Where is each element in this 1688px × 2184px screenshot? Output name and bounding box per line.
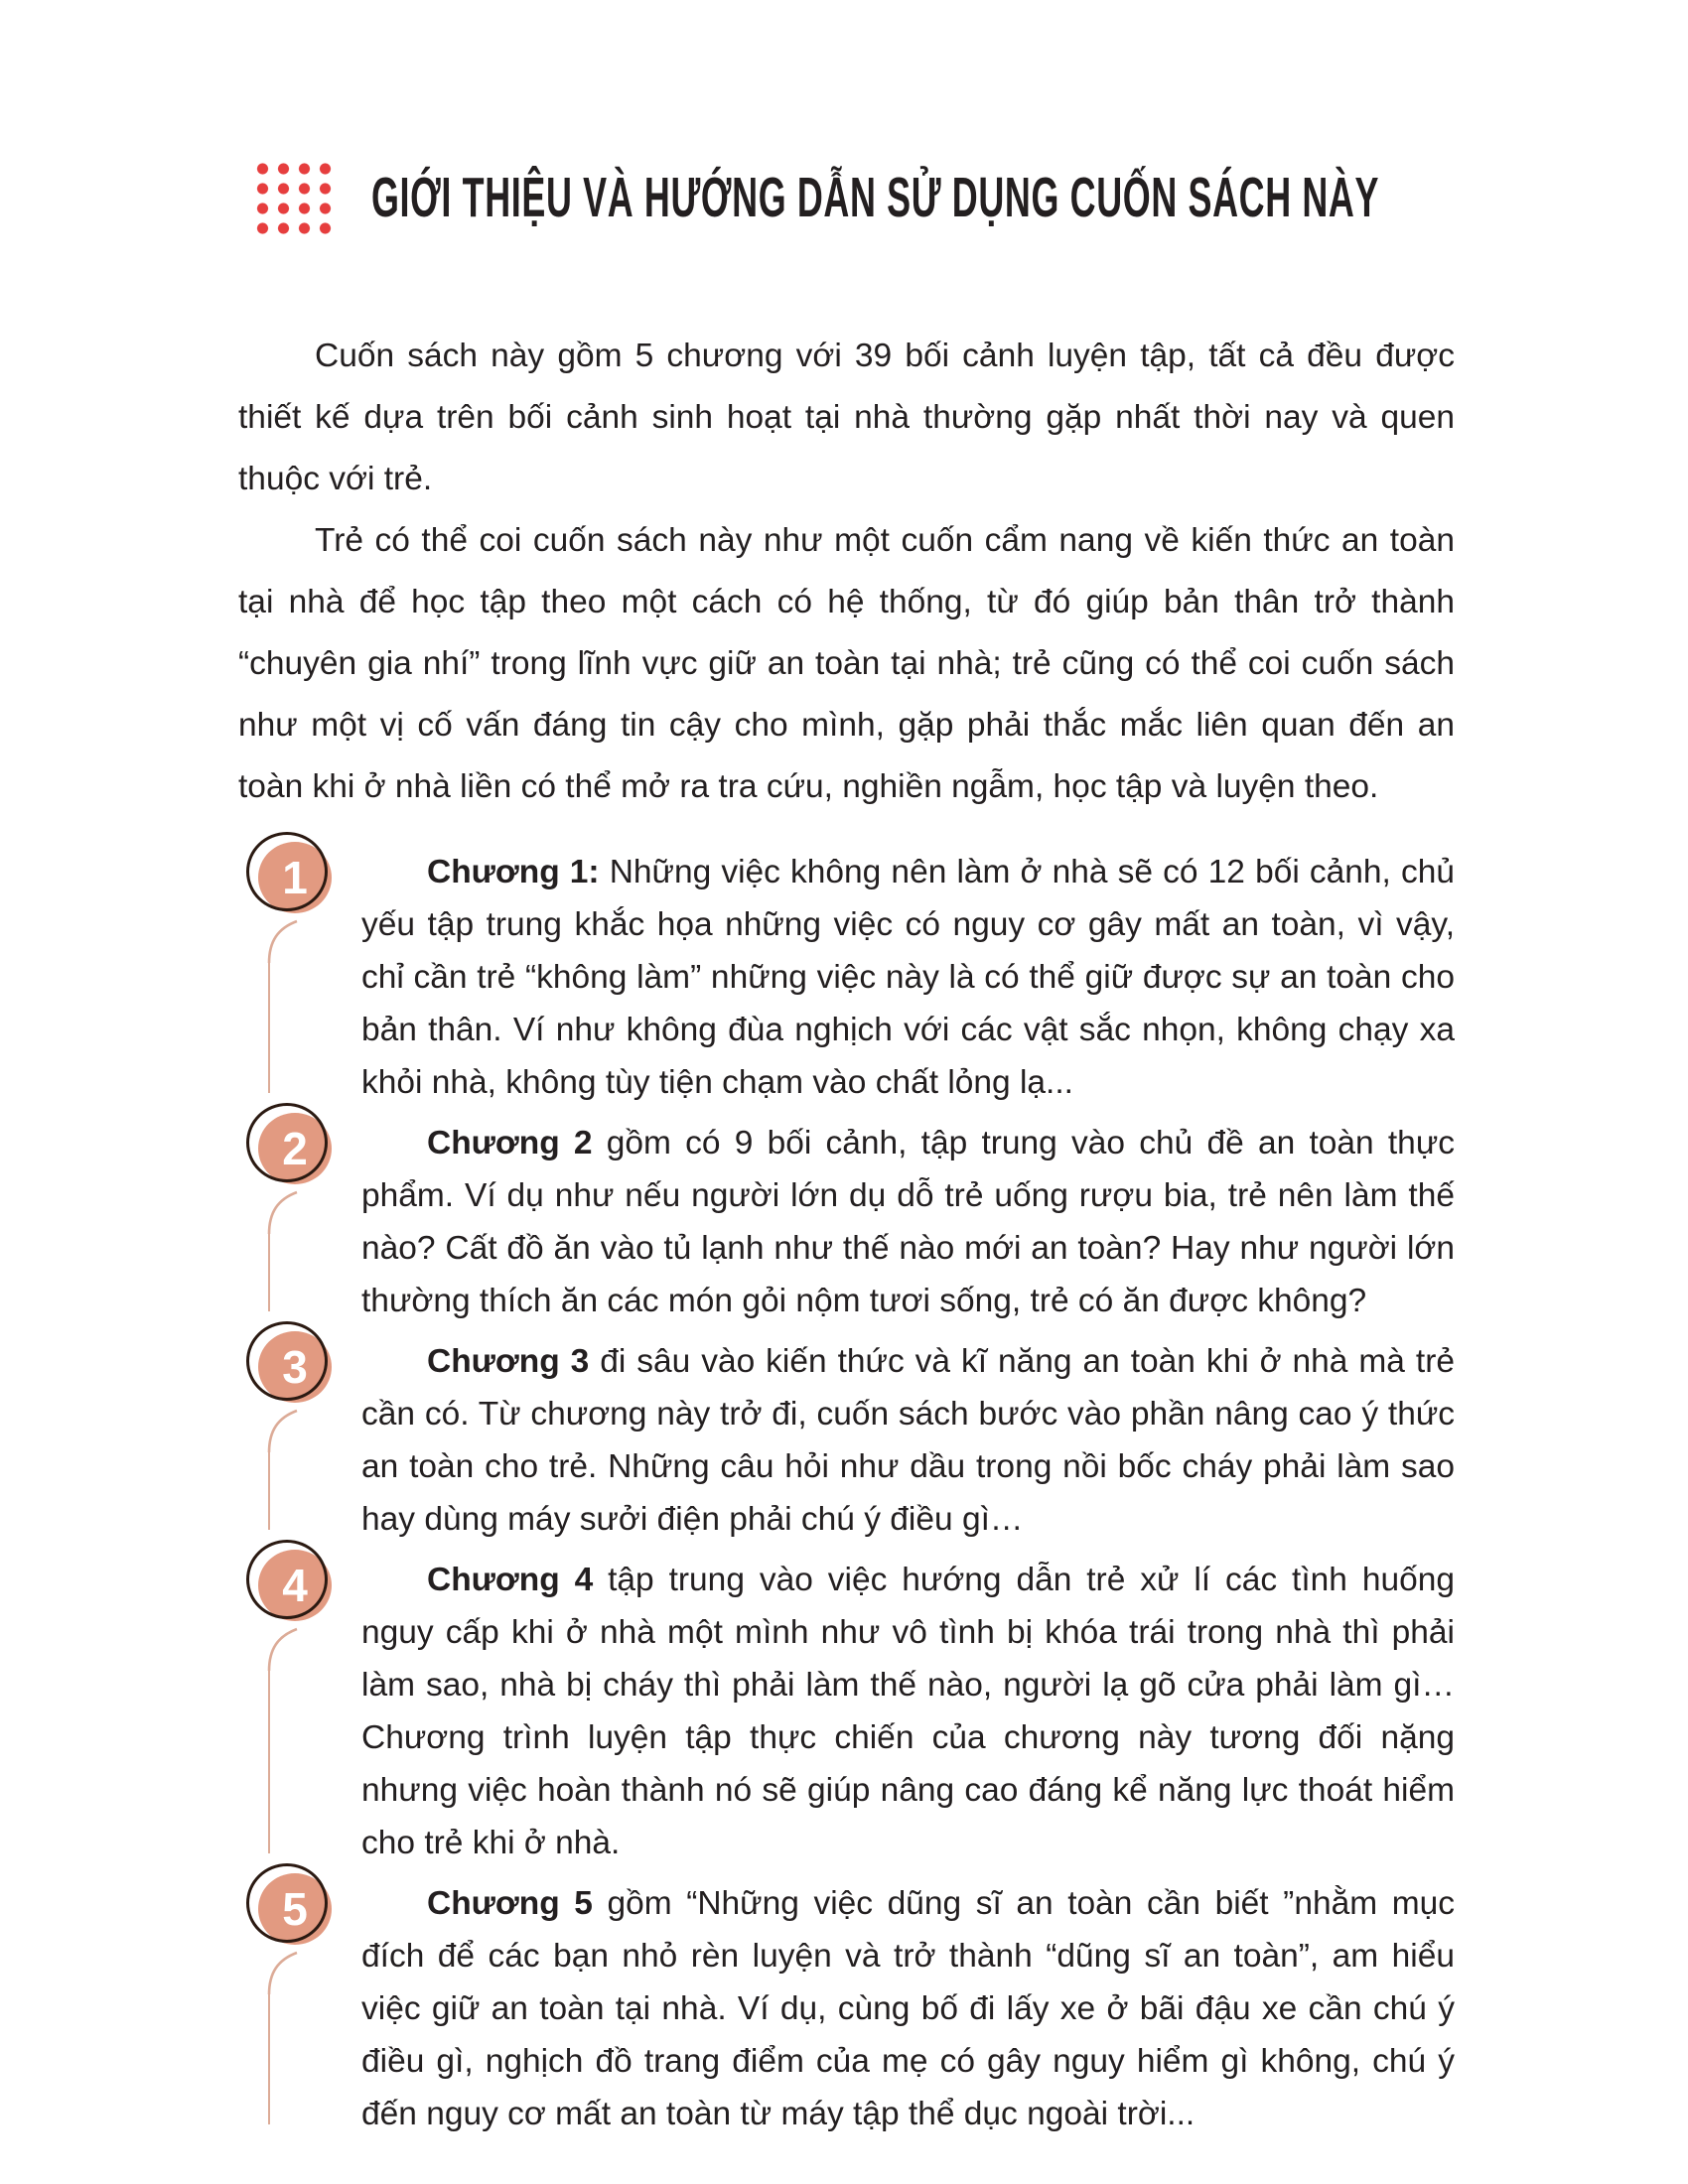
connector-curve bbox=[264, 919, 300, 963]
chapter-paragraph bbox=[361, 846, 1455, 1109]
page-title: GIỚI THIỆU VÀ HƯỚNG DẪN SỬ DỤNG CUỐN SÁCH NÀY bbox=[371, 166, 1380, 229]
chapter-number: 4 bbox=[282, 1560, 308, 1611]
chapter-number: 1 bbox=[282, 852, 308, 903]
chapter-number-badge bbox=[242, 1321, 342, 1407]
chapter-gutter bbox=[238, 1335, 361, 1546]
chapter-number-badge bbox=[242, 1103, 342, 1188]
chapter-number-badge bbox=[242, 1863, 342, 1949]
chapter-paragraph bbox=[361, 1117, 1455, 1327]
chapter-body: gồm có 9 bối cảnh, tập trung vào chủ đề an toàn thực phẩm. Ví dụ như nếu người lớn dụ dỗ trẻ uống rượu bia, trẻ nên làm thế nào? Cất đồ ăn vào tủ lạnh như thế nào mới an toàn? Hay như người lớn thường thích ăn các món gỏi nộm tươi sống, trẻ có ăn được không? bbox=[361, 1125, 1455, 1319]
chapter-body: tập trung vào việc hướng dẫn trẻ xử lí các tình huống nguy cấp khi ở nhà một mình như vô tình bị khóa trái trong nhà thì phải làm sao, nhà bị cháy thì phải làm thế nào, người lạ gõ cửa phải làm gì… Chương trình luyện tập thực chiến của chương này tương đối nặng nhưng việc hoàn thành nó sẽ giúp nâng cao đáng kể năng lực thoát hiểm cho trẻ khi ở nhà. bbox=[361, 1562, 1455, 1861]
intro-paragraph: Cuốn sách này gồm 5 chương với 39 bối cảnh luyện tập, tất cả đều được thiết kế dựa trên bối cảnh sinh hoạt tại nhà thường gặp nhất thời nay và quen thuộc với trẻ. bbox=[238, 338, 1455, 497]
chapter-paragraph bbox=[361, 1554, 1455, 1869]
dot-grid-icon bbox=[252, 159, 332, 236]
chapter-label: Chương 1: bbox=[427, 854, 600, 890]
connector-stem bbox=[268, 1452, 271, 1530]
connector-curve bbox=[264, 1627, 300, 1671]
chapter-item-3 bbox=[238, 1335, 1455, 1546]
connector-line bbox=[264, 1951, 300, 2124]
chapter-gutter bbox=[238, 846, 361, 1109]
page-header bbox=[252, 157, 1455, 238]
connector-curve bbox=[264, 1190, 300, 1234]
connector-line bbox=[264, 1627, 300, 1853]
chapter-item-4 bbox=[238, 1554, 1455, 1869]
chapter-item-1 bbox=[238, 846, 1455, 1109]
connector-stem bbox=[268, 963, 271, 1093]
chapter-body: đi sâu vào kiến thức và kĩ năng an toàn khi ở nhà mà trẻ cần có. Từ chương này trở đi, cuốn sách bước vào phần nâng cao ý thức an toàn cho trẻ. Những câu hỏi như dầu trong nồi bốc cháy phải làm sao hay dùng máy sưởi điện phải chú ý điều gì… bbox=[361, 1343, 1455, 1538]
chapter-gutter bbox=[238, 1877, 361, 2140]
chapter-number-badge bbox=[242, 832, 342, 917]
connector-stem bbox=[268, 1234, 271, 1311]
chapter-number: 5 bbox=[282, 1883, 308, 1935]
connector-line bbox=[264, 1409, 300, 1530]
chapter-body: gồm “Những việc dũng sĩ an toàn cần biết ”nhằm mục đích để các bạn nhỏ rèn luyện và trở thành “dũng sĩ an toàn”, am hiểu việc giữ an toàn tại nhà. Ví dụ, cùng bố đi lấy xe ở bãi đậu xe cần chú ý điều gì, nghịch đồ trang điểm của mẹ có gây nguy hiểm gì không, chú ý đến nguy cơ mất an toàn từ máy tập thể dục ngoài trời... bbox=[361, 1885, 1455, 2132]
connector-line bbox=[264, 919, 300, 1093]
connector-stem bbox=[268, 1994, 271, 2124]
intro-section bbox=[238, 326, 1455, 818]
connector-line bbox=[264, 1190, 300, 1311]
chapter-paragraph bbox=[361, 1877, 1455, 2140]
chapter-number: 2 bbox=[282, 1123, 308, 1174]
chapter-item-2 bbox=[238, 1117, 1455, 1327]
connector-curve bbox=[264, 1409, 300, 1452]
chapter-number-badge bbox=[242, 1540, 342, 1625]
chapter-gutter bbox=[238, 1117, 361, 1327]
intro-paragraph: Trẻ có thể coi cuốn sách này như một cuốn cẩm nang về kiến thức an toàn tại nhà để học tập theo một cách có hệ thống, từ đó giúp bản thân trở thành “chuyên gia nhí” trong lĩnh vực giữ an toàn tại nhà; trẻ cũng có thể coi cuốn sách như một vị cố vấn đáng tin cậy cho mình, gặp phải thắc mắc liên quan đến an toàn khi ở nhà liền có thể mở ra tra cứu, nghiền ngẫm, học tập và luyện theo. bbox=[238, 522, 1455, 805]
chapter-number: 3 bbox=[282, 1341, 308, 1393]
chapter-item-5 bbox=[238, 1877, 1455, 2140]
chapter-label: Chương 3 bbox=[427, 1343, 590, 1380]
chapter-list bbox=[238, 846, 1455, 2140]
connector-curve bbox=[264, 1951, 300, 1994]
connector-stem bbox=[268, 1671, 271, 1853]
chapter-label: Chương 2 bbox=[427, 1125, 593, 1161]
chapter-body: Những việc không nên làm ở nhà sẽ có 12 bối cảnh, chủ yếu tập trung khắc họa những việc có nguy cơ gây mất an toàn, vì vậy, chỉ cần trẻ “không làm” những việc này là có thể giữ được sự an toàn cho bản thân. Ví như không đùa nghịch với các vật sắc nhọn, không chạy xa khỏi nhà, không tùy tiện chạm vào chất lỏng lạ... bbox=[361, 854, 1455, 1101]
page-content bbox=[238, 0, 1455, 2148]
chapter-label: Chương 4 bbox=[427, 1562, 594, 1598]
chapter-paragraph bbox=[361, 1335, 1455, 1546]
chapter-label: Chương 5 bbox=[427, 1885, 593, 1922]
chapter-gutter bbox=[238, 1554, 361, 1869]
